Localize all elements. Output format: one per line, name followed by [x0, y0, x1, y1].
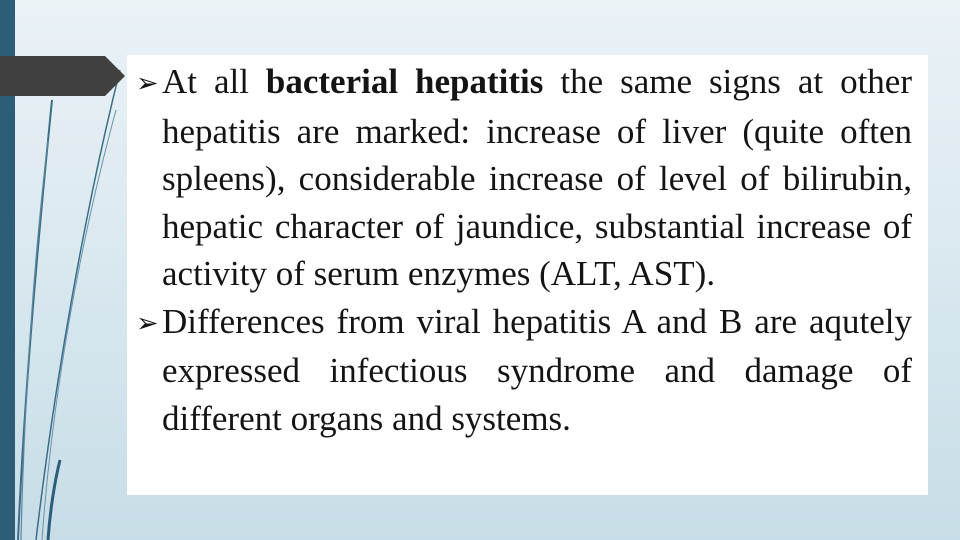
paragraph-1-intro: At all	[162, 62, 266, 101]
paragraph-1-bold-term: bacterial hepatitis	[265, 62, 544, 101]
bullet-paragraph-2	[136, 298, 912, 443]
arrow-bullet-icon: ➢	[136, 307, 159, 339]
paragraph-2-text: Differences from viral hepatitis A and B are aqutely expressed infectious syndrome and damage of different organs and systems.	[162, 301, 912, 438]
paragraph-1-rest: the same signs at other hepatitis are marked: increase of liver (quite often spleens), considerable increase of level of bilirubin, hepatic character of jaundice, substantial increase of activity of serum enzymes (ALT, AST).	[162, 62, 912, 293]
bullet-paragraph-1	[136, 58, 912, 298]
arrow-bullet-icon: ➢	[136, 68, 159, 99]
slide-body-text	[136, 58, 912, 442]
arrow-tab-shape	[0, 56, 125, 96]
